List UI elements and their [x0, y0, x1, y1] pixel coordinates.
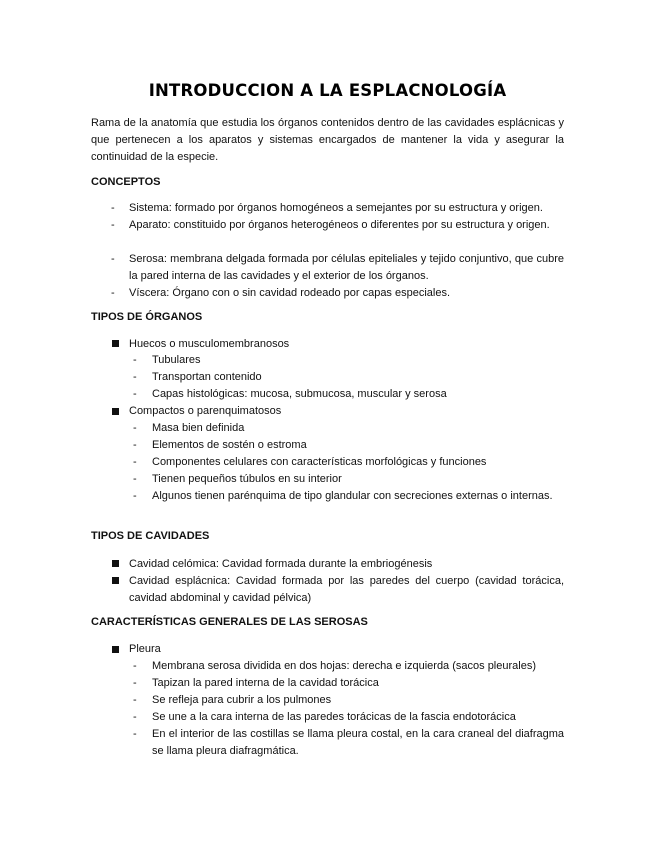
dash-bullet: -: [133, 354, 137, 366]
dash-bullet: -: [133, 490, 137, 502]
section-heading-tipos-organos: TIPOS DE ÓRGANOS: [91, 311, 203, 323]
square-bullet-icon: [112, 340, 119, 347]
list-item: Capas histológicas: mucosa, submucosa, muscular y serosa: [152, 388, 447, 400]
list-item: Cavidad celómica: Cavidad formada durante la embriogénesis: [129, 558, 433, 570]
list-item: Membrana serosa dividida en dos hojas: derecha e izquierda (sacos pleurales): [152, 660, 536, 672]
list-item: Víscera: Órgano con o sin cavidad rodeado por capas especiales.: [129, 287, 451, 299]
section-heading-serosas: CARACTERÍSTICAS GENERALES DE LAS SEROSAS: [91, 616, 368, 628]
list-item: Tapizan la pared interna de la cavidad torácica: [152, 677, 379, 689]
group-label: Huecos o musculomembranosos: [129, 338, 290, 350]
dash-bullet: -: [133, 711, 137, 723]
dash-bullet: -: [133, 660, 137, 672]
dash-bullet: -: [133, 677, 137, 689]
group-label: Pleura: [129, 643, 161, 655]
list-item: Tubulares: [152, 354, 201, 366]
dash-bullet: -: [111, 202, 115, 214]
dash-bullet: -: [133, 388, 137, 400]
square-bullet-icon: [112, 560, 119, 567]
list-item: Algunos tienen parénquima de tipo glandular con secreciones externas o internas.: [152, 490, 553, 502]
dash-bullet: -: [133, 473, 137, 485]
dash-bullet: -: [111, 287, 115, 299]
list-item: Cavidad esplácnica: Cavidad formada por las paredes del cuerpo (cavidad torácica, cavidad abdominal y cavidad pélvica): [129, 575, 564, 604]
dash-bullet: -: [133, 456, 137, 468]
intro-paragraph: Rama de la anatomía que estudia los órganos contenidos dentro de las cavidades esplácnicas y que pertenecen a los aparatos y sistemas encargados de mantener la vida y asegurar la continuidad de la especie.: [91, 117, 564, 163]
list-item: Sistema: formado por órganos homogéneos a semejantes por su estructura y origen.: [129, 202, 543, 214]
list-item: Serosa: membrana delgada formada por células epiteliales y tejido conjuntivo, que cubre la pared interna de las cavidades y el exterior de los órganos.: [129, 253, 564, 282]
list-item: Se refleja para cubrir a los pulmones: [152, 694, 332, 706]
dash-bullet: -: [133, 694, 137, 706]
dash-bullet: -: [111, 253, 115, 265]
list-item: En el interior de las costillas se llama pleura costal, en la cara craneal del diafragma se llama pleura diafragmática.: [152, 728, 564, 757]
dash-bullet: -: [133, 728, 137, 740]
list-item: Masa bien definida: [152, 422, 245, 434]
section-heading-conceptos: CONCEPTOS: [91, 176, 161, 188]
section-heading-tipos-cavidades: TIPOS DE CAVIDADES: [91, 530, 210, 542]
dash-bullet: -: [133, 422, 137, 434]
list-item: Componentes celulares con características morfológicas y funciones: [152, 456, 487, 468]
square-bullet-icon: [112, 408, 119, 415]
list-item: Elementos de sostén o estroma: [152, 439, 307, 451]
dash-bullet: -: [133, 439, 137, 451]
group-label: Compactos o parenquimatosos: [129, 405, 282, 417]
dash-bullet: -: [111, 219, 115, 231]
dash-bullet: -: [133, 371, 137, 383]
square-bullet-icon: [112, 646, 119, 653]
list-item: Tienen pequeños túbulos en su interior: [152, 473, 342, 485]
page-title: INTRODUCCION A LA ESPLACNOLOGÍA: [148, 81, 507, 100]
list-item: Transportan contenido: [152, 371, 262, 383]
square-bullet-icon: [112, 577, 119, 584]
list-item: Aparato: constituido por órganos heterogéneos o diferentes por su estructura y origen.: [129, 219, 550, 231]
list-item: Se une a la cara interna de las paredes torácicas de la fascia endotorácica: [152, 711, 516, 723]
